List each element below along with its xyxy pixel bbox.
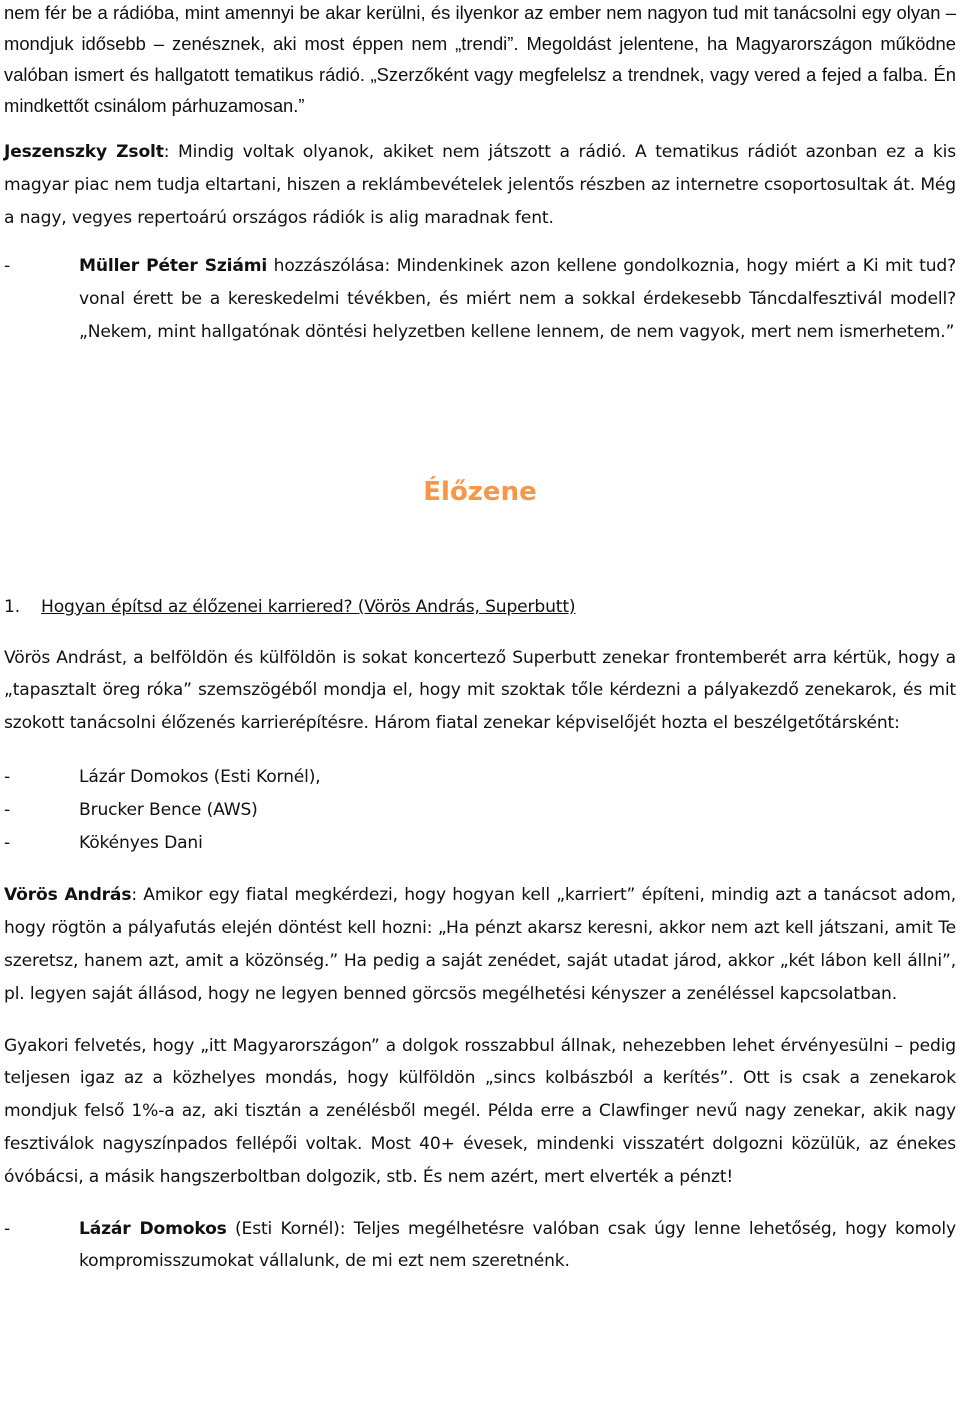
guest-list	[4, 761, 956, 859]
guest-name: Brucker Bence (AWS)	[79, 799, 258, 820]
guest-name: Kökényes Dani	[79, 832, 203, 853]
speaker-name: Vörös András	[4, 885, 132, 906]
paragraph-jeszenszky	[4, 136, 956, 234]
list-item	[4, 761, 956, 794]
guest-name: Lázár Domokos (Esti Kornél),	[79, 766, 321, 787]
section-heading: Élőzene	[423, 476, 537, 507]
paragraph-text: : Amikor egy fiatal megkérdezi, hogy hogyan kell „karriert” építeni, mindig azt a tanácsot adom, hogy rögtön a pályafutás elején döntést kell hozni: „Ha pénzt akarsz keresni, akkor nem azt kell játszani, amit Te szeretsz, hanem azt, amit a közönség.” Ha pedig a saját zenédet, saját utadat járod, akkor „két lábon kell állni”, pl. legyen saját állásod, hogy ne legyen benned görcsös megélhetési kényszer a zenéléssel kapcsolatban.	[4, 885, 956, 1004]
item-title: Hogyan építsd az élőzenei karriered? (Vörös András, Superbutt)	[41, 596, 576, 617]
paragraph-intro: Vörös Andrást, a belföldön és külföldön is sokat koncertező Superbutt zenekar frontemberét arra kértük, hogy a „tapasztalt öreg róka” szemszögéből mondja el, hogy mit szoktak tőle kérdezni a pályakezdő zenekarok, és mit szokott tanácsolni élőzenés karrierépítésre. Három fiatal zenekar képviselőjét hozta el beszélgetőtársként:	[4, 647, 956, 734]
paragraph-radio-continuation: nem fér be a rádióba, mint amennyi be akar kerülni, és ilyenkor az ember nem nagyon tud mit tanácsolni egy olyan – mondjuk idősebb – zenésznek, aki most éppen nem „trendi”. Megoldást jelentene, ha Magyarországon működne valóban ismert és hallgatott tematikus rádió. „Szerzőként vagy megfelelsz a trendnek, vagy vered a fejed a falba. Én mindkettőt csinálom párhuzamosan.”	[4, 2, 956, 116]
speaker-name: Jeszenszky Zsolt	[4, 142, 164, 162]
numbered-heading-item	[4, 591, 956, 624]
list-item	[4, 827, 956, 860]
list-dash: -	[4, 832, 11, 853]
paragraph-text: hozzászólása: Mindenkinek azon kellene gondolkoznia, hogy miért a Ki mit tud? vonal érett be a kereskedelmi tévékben, és miért nem a sokkal érdekesebb Táncdalfesztivál modell? „Nekem, mint hallgatónak döntési helyzetben kellene lennem, de nem vagyok, mert nem ismerhetem.”	[79, 256, 956, 342]
speaker-name: Lázár Domokos	[79, 1218, 227, 1239]
list-dash: -	[4, 1218, 11, 1239]
paragraph-gyakori: Gyakori felvetés, hogy „itt Magyarországon” a dolgok rosszabbul állnak, nehezebben lehet érvényesülni – pedig teljesen igaz az a közhelyes mondás, hogy külföldön „sincs kolbászból a kerítés”. Ott is csak a zenekarok mondjuk felső 1%-a az, aki tisztán a zenélésből megél. Példa erre a Clawfinger nevű nagy zenekar, akik nagy fesztiválok nagyszínpados fellépői voltak. Most 40+ évesek, mindenki visszatért dolgozni közülük, az énekes óvóbácsi, a másik hangszerboltban dolgozik, stb. És nem azért, mert elverték a pénzt!	[4, 1035, 956, 1187]
speaker-name: Müller Péter Sziámi	[79, 256, 268, 277]
list-item	[4, 794, 956, 827]
list-dash: -	[4, 256, 11, 277]
document-page	[4, 0, 956, 1278]
paragraph-text: : Mindig voltak olyanok, akiket nem játszott a rádió. A tematikus rádiót azonban ez a kis magyar piac nem tudja eltartani, hiszen a reklámbevételek jelentős részben az internetre csoportosultak át. Még a nagy, vegyes repertoárú országos rádiók is alig maradnak fent.	[4, 142, 956, 228]
paragraph-text: (Esti Kornél): Teljes megélhetésre valóban csak úgy lenne lehetőség, hogy komoly kompromisszumokat vállalunk, de mi ezt nem szeretnénk.	[79, 1218, 956, 1272]
list-dash: -	[4, 766, 11, 787]
list-dash: -	[4, 799, 11, 820]
list-item-muller	[4, 250, 956, 348]
list-item-lazar	[4, 1213, 956, 1279]
paragraph-voros	[4, 879, 956, 1010]
item-number: 1.	[4, 596, 21, 617]
